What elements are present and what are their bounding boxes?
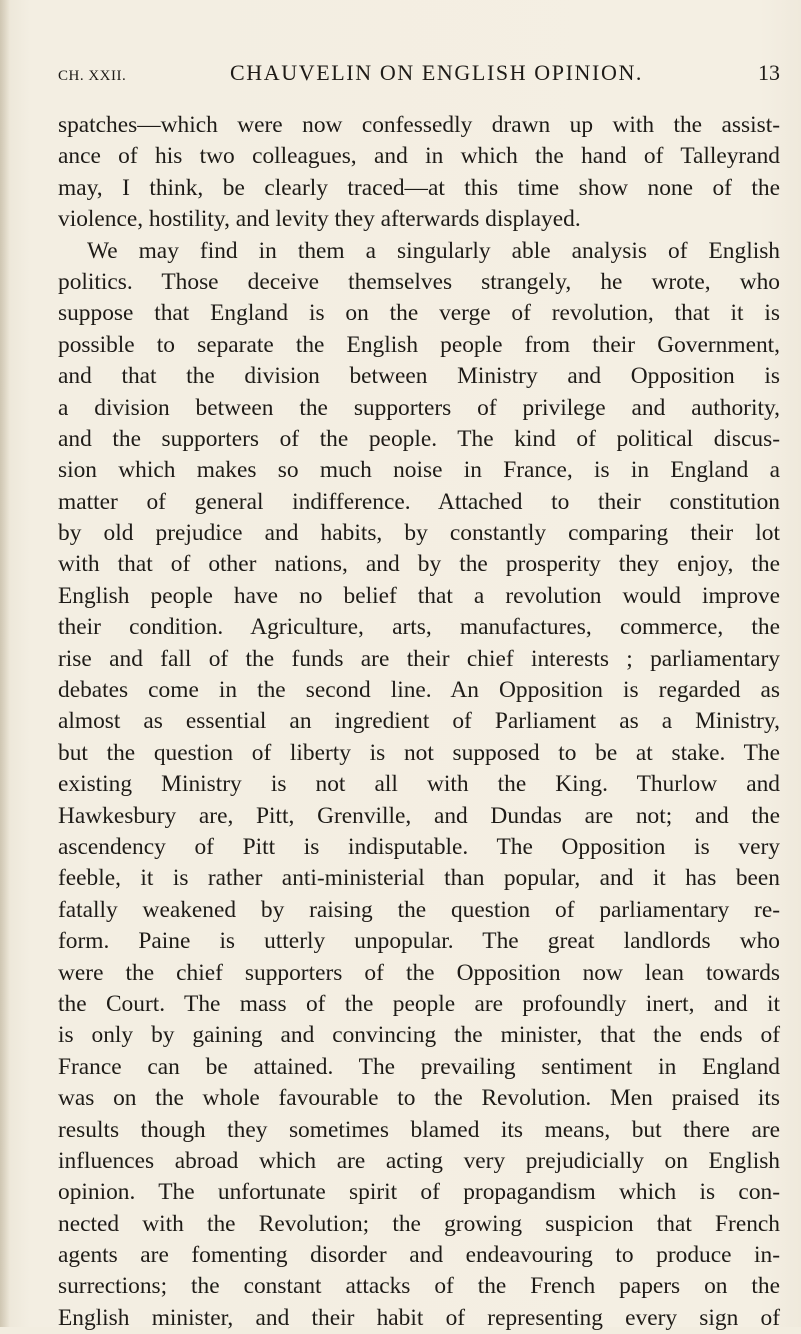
text-line: but the question of liberty is not supposed to be at stake. The xyxy=(58,739,780,766)
text-line: fatally weakened by raising the question of parliamentary re- xyxy=(58,896,780,923)
text-line: may, I think, be clearly traced—at this time show none of the xyxy=(58,174,780,201)
paragraph-start-line: We may find in them a singularly able analysis of English xyxy=(87,237,780,264)
text-line: form. Paine is utterly unpopular. The great landlords who xyxy=(58,928,780,955)
text-line: results though they sometimes blamed its means, but there are xyxy=(58,1116,780,1143)
chapter-label: CH. XXII. xyxy=(58,68,127,84)
text-line: Hawkesbury are, Pitt, Grenville, and Dundas are not; and the xyxy=(58,802,780,829)
text-line: English people have no belief that a revolution would improve xyxy=(58,582,780,609)
text-line: is only by gaining and convincing the minister, that the ends of xyxy=(58,1022,780,1049)
text-line: ascendency of Pitt is indisputable. The Opposition is very xyxy=(58,833,780,860)
text-line: debates come in the second line. An Opposition is regarded as xyxy=(58,677,780,704)
text-line: spatches—which were now confessedly drawn up with the assist- xyxy=(58,112,780,138)
text-line: ance of his two colleagues, and in which the hand of Talleyrand xyxy=(58,143,780,170)
text-line: were the chief supporters of the Opposition now lean towards xyxy=(58,959,780,986)
running-head xyxy=(58,60,780,92)
text-line: possible to separate the English people from their Government, xyxy=(58,331,780,358)
text-line: sion which makes so much noise in France, is in England a xyxy=(58,457,780,484)
text-line: English minister, and their habit of representing every sign of xyxy=(58,1304,780,1331)
text-line: France can be attained. The prevailing sentiment in England xyxy=(58,1053,780,1080)
text-line: agents are fomenting disorder and endeavouring to produce in- xyxy=(58,1242,780,1269)
text-line: the Court. The mass of the people are profoundly inert, and it xyxy=(58,990,780,1017)
text-line: with that of other nations, and by the prosperity they enjoy, the xyxy=(58,551,780,578)
text-line: surrections; the constant attacks of the French papers on the xyxy=(58,1273,780,1300)
text-line: feeble, it is rather anti-ministerial than popular, and it has been xyxy=(58,865,780,892)
spine-shadow xyxy=(0,0,10,1327)
text-line: nected with the Revolution; the growing suspicion that French xyxy=(58,1210,780,1237)
text-line: and the supporters of the people. The kind of political discus- xyxy=(58,425,780,452)
body-text xyxy=(58,110,780,1334)
text-line: existing Ministry is not all with the King. Thurlow and xyxy=(58,771,780,798)
text-line: almost as essential an ingredient of Parliament as a Ministry, xyxy=(58,708,780,735)
text-line: was on the whole favourable to the Revolution. Men praised its xyxy=(58,1085,780,1112)
page-number: 13 xyxy=(758,60,780,85)
text-line: violence, hostility, and levity they afterwards displayed. xyxy=(58,206,581,233)
running-title: CHAUVELIN ON ENGLISH OPINION. xyxy=(230,60,644,85)
text-line: suppose that England is on the verge of revolution, that it is xyxy=(58,300,780,327)
text-line: by old prejudice and habits, by constantly comparing their lot xyxy=(58,520,780,547)
text-line: influences abroad which are acting very prejudicially on English xyxy=(58,1147,780,1174)
text-line: and that the division between Ministry and Opposition is xyxy=(58,363,780,390)
text-line: their condition. Agriculture, arts, manufactures, commerce, the xyxy=(58,614,780,641)
text-line: a division between the supporters of privilege and authority, xyxy=(58,394,780,421)
text-line: rise and fall of the funds are their chief interests ; parliamentary xyxy=(58,645,780,672)
text-line: opinion. The unfortunate spirit of propagandism which is con- xyxy=(58,1179,780,1206)
text-line: politics. Those deceive themselves strangely, he wrote, who xyxy=(58,268,780,295)
text-line: matter of general indifference. Attached to their constitution xyxy=(58,488,780,515)
